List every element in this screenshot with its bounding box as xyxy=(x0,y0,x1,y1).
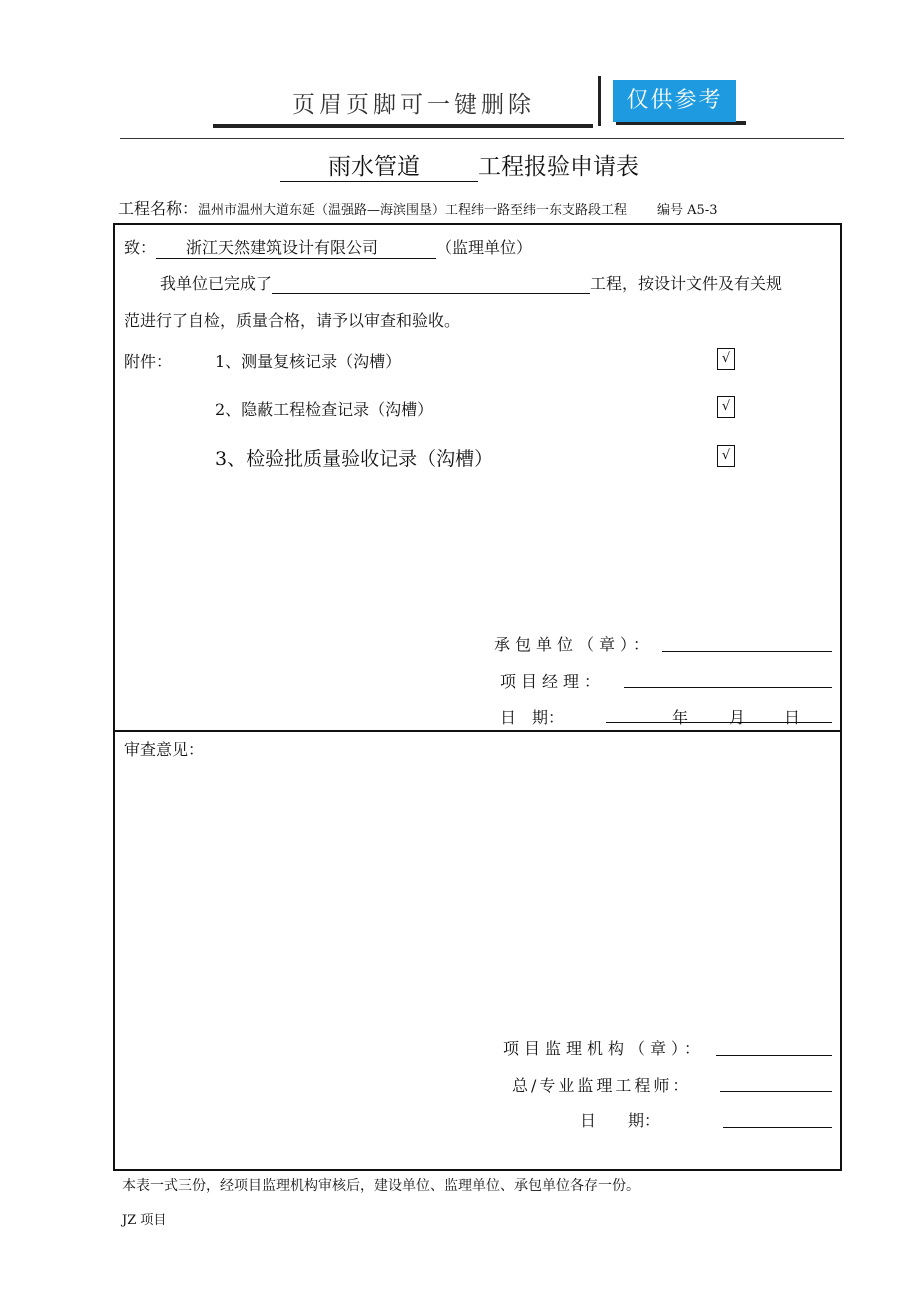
header-banner-text: 页眉页脚可一键删除 xyxy=(292,92,535,118)
attachment-item-1: 1、测量复核记录（沟槽） xyxy=(215,352,402,371)
manager-label: 项目经理： xyxy=(500,672,606,691)
banner-underline xyxy=(213,124,593,128)
attachments-label: 附件： xyxy=(124,352,173,371)
body-suffix: 工程，按设计文件及有关规 xyxy=(590,274,783,293)
review-opinion-area[interactable] xyxy=(124,765,824,1015)
addressee-suffix: （监理单位） xyxy=(436,238,533,257)
footer-project: JZ 项目 xyxy=(122,1213,167,1228)
attachment-item-2: 2、隐蔽工程检查记录（沟槽） xyxy=(215,400,434,419)
engineer-field[interactable] xyxy=(720,1091,832,1092)
banner-separator xyxy=(598,76,601,126)
body-prefix: 我单位已完成了 xyxy=(160,274,273,293)
attachment-item-3: 3、检验批质量验收记录（沟槽） xyxy=(215,448,494,470)
body-line-2: 范进行了自检，质量合格，请予以审查和验收。 xyxy=(124,311,461,330)
page-title xyxy=(280,148,639,182)
review-label: 审查意见： xyxy=(124,740,205,759)
footer-note: 本表一式三份，经项目监理机构审核后，建设单位、监理单位、承包单位各存一份。 xyxy=(122,1178,640,1194)
engineer-label: 总/专业监理工程师： xyxy=(512,1076,692,1095)
form-code: 编号 A5-3 xyxy=(657,203,718,218)
attachment-checkbox-1[interactable]: √ xyxy=(717,348,735,370)
contractor-label: 承包单位（章）： xyxy=(494,635,655,654)
date-year: 年 xyxy=(672,708,689,727)
project-name: 温州市温州大道东延（温强路—海滨围垦）工程纬一路至纬一东支路段工程 xyxy=(198,203,628,218)
to-label: 致： xyxy=(124,238,157,257)
body-line-1 xyxy=(160,271,782,294)
supervisor-org-field[interactable] xyxy=(716,1055,832,1056)
review-date-label: 日 期： xyxy=(580,1111,661,1130)
contractor-date-label: 日 期： xyxy=(500,708,565,727)
title-main: 工程报验申请表 xyxy=(478,154,639,180)
attachment-checkbox-2[interactable]: √ xyxy=(717,396,735,418)
attachment-checkbox-3[interactable]: √ xyxy=(717,445,735,467)
review-date-field[interactable] xyxy=(723,1127,832,1128)
title-fill-value: 雨水管道 xyxy=(280,148,478,182)
header-rule xyxy=(120,138,844,139)
completed-work-field[interactable] xyxy=(272,275,590,294)
manager-field[interactable] xyxy=(624,687,832,688)
project-line xyxy=(118,196,718,219)
addressee-value[interactable]: 浙江天然建筑设计有限公司 xyxy=(156,235,436,259)
supervisor-org-label: 项目监理机构（章）： xyxy=(503,1039,706,1058)
project-label: 工程名称： xyxy=(118,199,199,218)
addressee-line xyxy=(124,235,532,259)
contractor-seal-field[interactable] xyxy=(662,651,832,652)
date-day: 日 xyxy=(784,708,801,727)
application-box xyxy=(113,223,842,732)
date-month: 月 xyxy=(729,708,746,727)
reference-stamp: 仅供参考 xyxy=(613,80,736,122)
